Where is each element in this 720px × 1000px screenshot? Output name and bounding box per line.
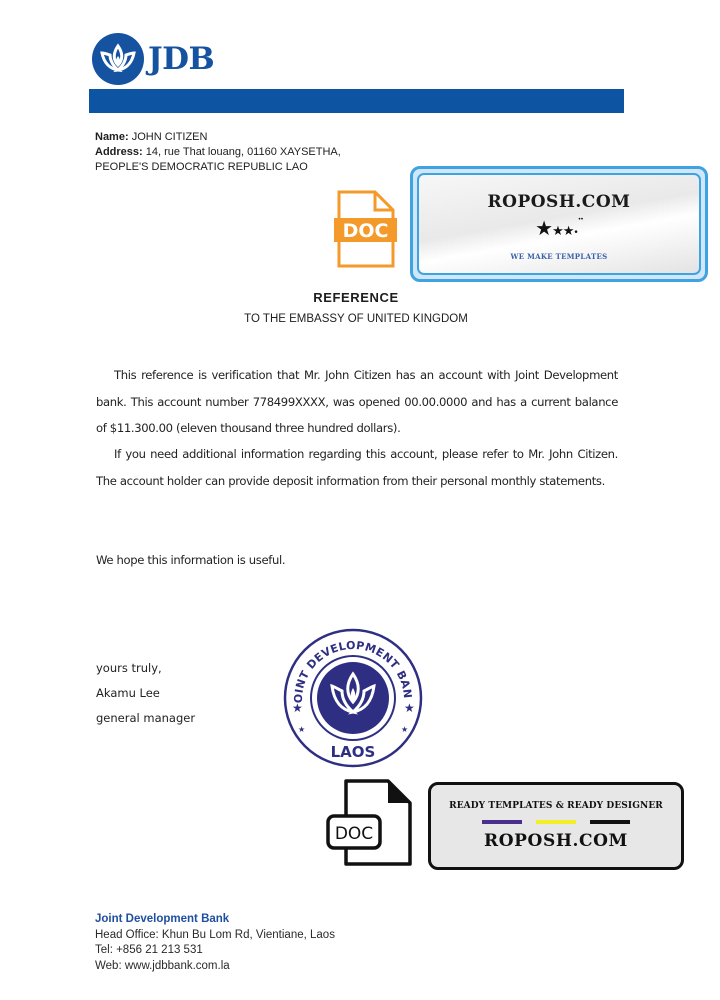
stamp-top-text: OINT DEVELOPMENT BAN	[291, 638, 415, 704]
paragraph-verification: This reference is verification that Mr. John Citizen has an account with Joint Development bank. This account number 778499XXXX, was opened 00.00.0000 and has a current balance of $11.300.00 (eleven thousand three hundred dollars).	[96, 368, 618, 435]
footer-head-office: Head Office: Khun Bu Lom Rd, Vientiane, Laos	[95, 928, 335, 941]
roposh-tagline: WE MAKE TEMPLATES	[510, 251, 608, 261]
black-line	[590, 820, 630, 824]
recipient-name-line	[95, 130, 341, 145]
stamp-bottom-text: LAOS	[330, 743, 376, 761]
purple-line	[482, 820, 522, 824]
color-lines	[482, 820, 630, 824]
footer-web: Web: www.jdbbank.com.la	[95, 959, 230, 972]
stars-icon: ★★★•••	[535, 215, 583, 240]
roposh-bottom-title: ROPOSH.COM	[484, 831, 628, 851]
recipient-address-line2: PEOPLE'S DEMOCRATIC REPUBLIC LAO	[95, 161, 308, 173]
lotus-logo-icon	[92, 33, 144, 85]
svg-text:★: ★	[292, 701, 303, 715]
paragraph-additional-info: If you need additional information regarding this account, please refer to Mr. John Citizen. The account holder can provide deposit information from their personal monthly statements.	[96, 447, 618, 488]
address-line1: 14, rue That louang, 01160 XAYSETHA,	[145, 146, 341, 158]
svg-text:★: ★	[298, 725, 306, 734]
footer-tel: Tel: +856 21 213 531	[95, 944, 203, 956]
roposh-watermark-bottom	[428, 782, 684, 870]
doc-icon-label: DOC	[342, 220, 389, 242]
name-label: Name:	[95, 131, 129, 143]
doc-outline-label: DOC	[334, 824, 374, 844]
doc-file-icon	[333, 190, 397, 268]
svg-text:★: ★	[401, 725, 409, 734]
svg-text:★: ★	[404, 701, 415, 715]
signature-closing: yours truly,	[96, 661, 162, 675]
footer-bank-name: Joint Development Bank	[95, 913, 230, 925]
recipient-name: JOHN CITIZEN	[131, 131, 208, 143]
signature-name: Akamu Lee	[96, 686, 160, 700]
letter-title: REFERENCE	[313, 290, 399, 305]
address-label: Address:	[95, 146, 143, 158]
letter-subtitle: TO THE EMBASSY OF UNITED KINGDOM	[244, 313, 468, 325]
jdb-logo	[92, 33, 222, 85]
roposh-watermark-top	[410, 166, 708, 282]
logo-text: JDB	[148, 41, 215, 77]
recipient-address-line1	[95, 145, 341, 160]
recipient-block	[95, 130, 341, 175]
roposh-bottom-tagline: READY TEMPLATES & READY DESIGNER	[449, 801, 663, 811]
signature-block	[96, 656, 195, 731]
header-bar	[89, 89, 624, 113]
doc-file-outline-icon	[326, 778, 414, 868]
paragraph-closing: We hope this information is useful.	[96, 553, 286, 567]
signature-title: general manager	[96, 711, 196, 725]
roposh-top-title: ROPOSH.COM	[487, 191, 631, 212]
yellow-line	[536, 820, 576, 824]
footer	[95, 912, 335, 974]
bank-stamp	[280, 628, 426, 768]
